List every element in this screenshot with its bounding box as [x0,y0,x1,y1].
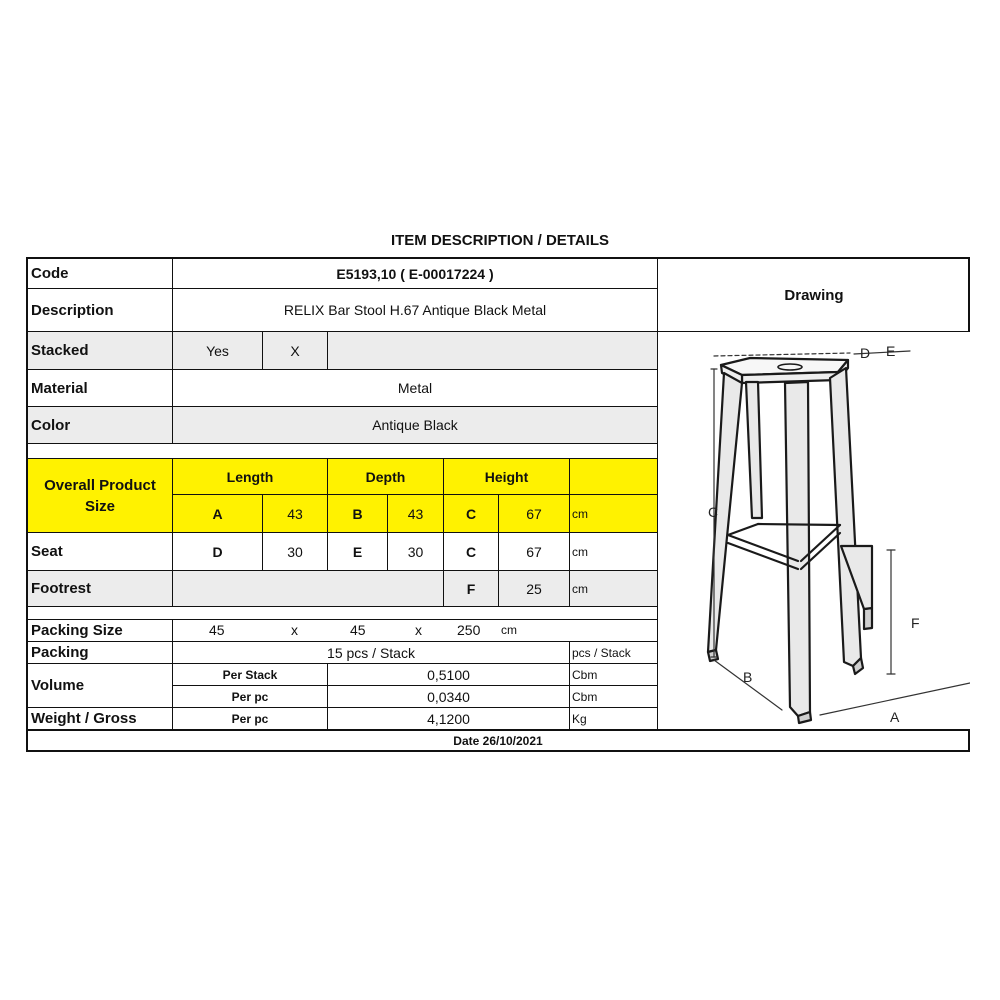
stacked-yes: Yes [173,332,263,370]
weight-value: 4,1200 [328,708,570,731]
bar-stool-drawing [658,332,970,729]
date-footer: Date 26/10/2021 [453,733,543,748]
packing-size-x1: x [291,622,298,638]
packing-size-label: Packing Size [28,620,173,642]
footrest-unit: cm [570,571,658,607]
packing-size-height: 250 [457,622,481,638]
dim-label-c: C [708,504,719,520]
seat-e-value: 30 [388,533,444,571]
stacked-mark: X [263,332,328,370]
seat-label: Seat [28,533,173,571]
weight-unit: Kg [570,708,658,731]
dim-b-value: 43 [388,495,444,533]
weight-per-pc-label: Per pc [173,708,328,731]
packing-size-row [173,620,658,642]
color-label: Color [28,407,173,444]
packing-unit: pcs / Stack [570,642,658,664]
material-label: Material [28,370,173,407]
seat-c-value: 67 [499,533,570,571]
stacked-empty [328,332,658,370]
seat-unit: cm [570,533,658,571]
packing-value: 15 pcs / Stack [173,642,570,664]
dim-c-value: 67 [499,495,570,533]
item-detail-sheet [26,257,970,752]
drawing-area [658,332,970,731]
overall-unit-header [570,459,658,495]
material-value: Metal [173,370,658,407]
spacer-row [28,444,658,459]
volume-per-stack-label: Per Stack [173,664,328,686]
drawing-title: Drawing [658,259,970,332]
code-label: Code [28,259,173,289]
footrest-f-value: 25 [499,571,570,607]
volume-label: Volume [28,664,173,708]
description-value: RELIX Bar Stool H.67 Antique Black Metal [173,289,658,332]
seat-d-letter: D [173,533,263,571]
dim-label-a: A [890,709,900,725]
volume-per-pc-label: Per pc [173,686,328,708]
volume-per-pc-value: 0,0340 [328,686,570,708]
description-label: Description [28,289,173,332]
seat-e-letter: E [328,533,388,571]
dim-label-e: E [886,343,896,359]
packing-size-width: 45 [350,622,366,638]
packing-size-length: 45 [209,622,225,638]
height-header: Height [444,459,570,495]
overall-size-label: Overall Product Size [28,459,173,533]
seat-d-value: 30 [263,533,328,571]
sheet-title: ITEM DESCRIPTION / DETAILS [390,232,610,249]
dim-label-f: F [911,615,920,631]
dim-label-b: B [743,669,753,685]
dim-c-letter: C [444,495,499,533]
dim-label-d: D [860,345,871,361]
length-header: Length [173,459,328,495]
stacked-label: Stacked [28,332,173,370]
code-value: E5193,10 ( E-00017224 ) [173,259,658,289]
seat-c-letter: C [444,533,499,571]
depth-header: Depth [328,459,444,495]
overall-unit: cm [570,495,658,533]
volume-per-pc-unit: Cbm [570,686,658,708]
spacer-row-2 [28,607,658,620]
volume-per-stack-unit: Cbm [570,664,658,686]
packing-label: Packing [28,642,173,664]
weight-label: Weight / Gross [28,708,173,731]
dim-a-letter: A [173,495,263,533]
footrest-empty [173,571,444,607]
footrest-f-letter: F [444,571,499,607]
dim-a-value: 43 [263,495,328,533]
color-value: Antique Black [173,407,658,444]
packing-size-x2: x [415,622,422,638]
packing-size-unit: cm [501,623,517,637]
dim-b-letter: B [328,495,388,533]
footrest-label: Footrest [28,571,173,607]
volume-per-stack-value: 0,5100 [328,664,570,686]
